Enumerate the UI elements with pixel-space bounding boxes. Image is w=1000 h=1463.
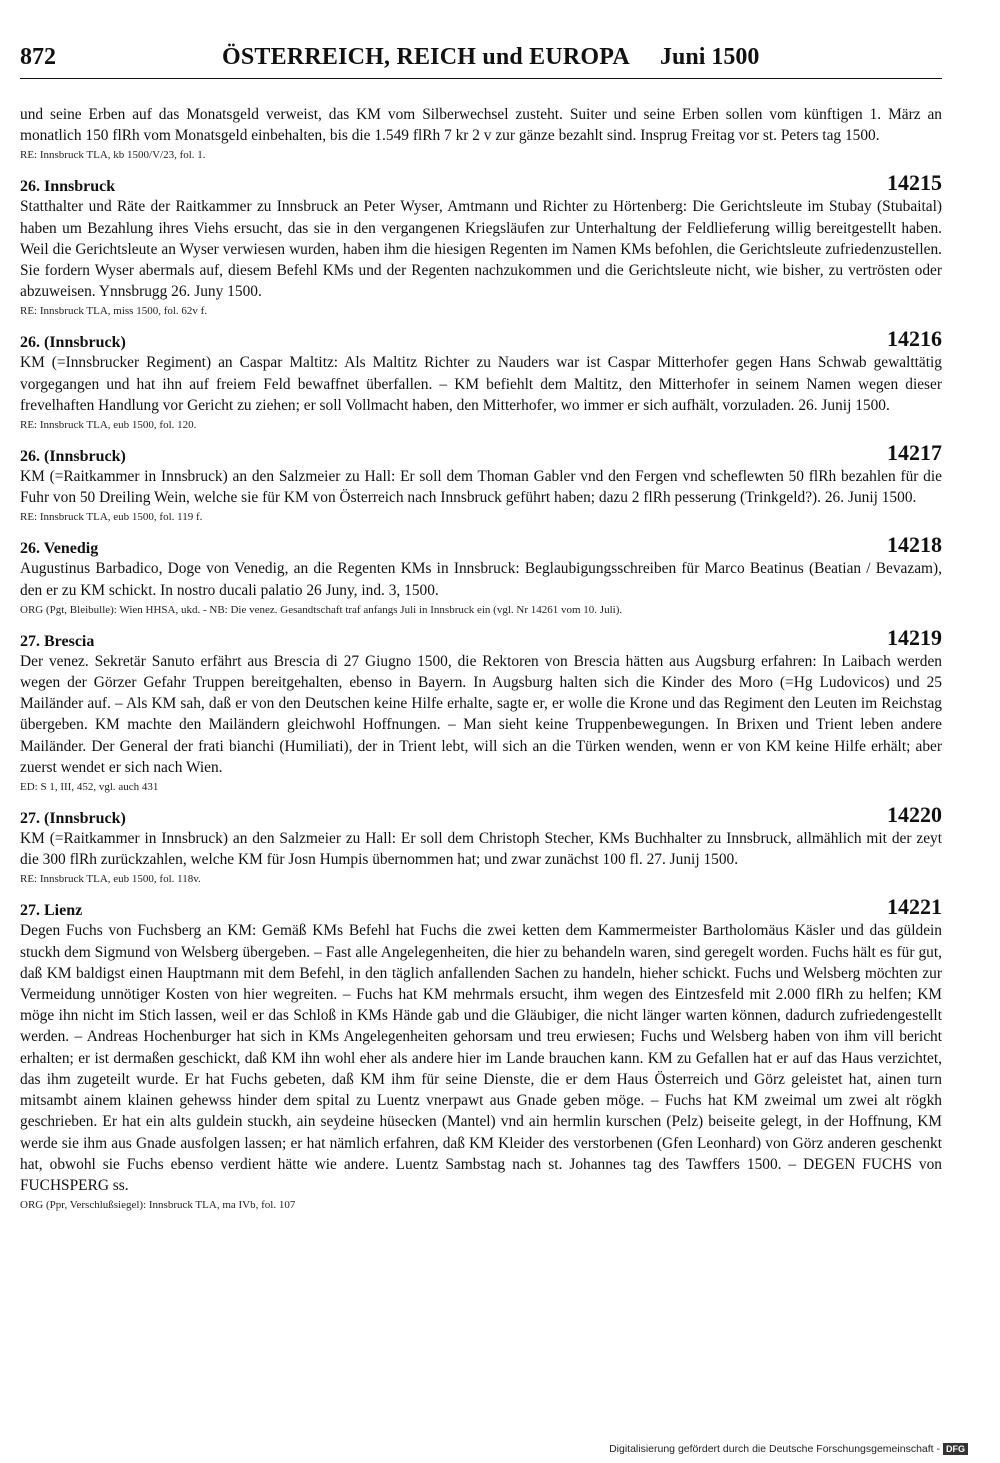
entry-date-place: 27. (Innsbruck) xyxy=(20,810,126,828)
entry-source: ED: S 1, III, 452, vgl. auch 431 xyxy=(20,781,159,794)
intro-source: RE: Innsbruck TLA, kb 1500/V/23, fol. 1. xyxy=(20,149,206,162)
header-rule xyxy=(20,78,942,79)
entry-14215 xyxy=(20,170,942,318)
entry-source: RE: Innsbruck TLA, miss 1500, fol. 62v f. xyxy=(20,305,208,318)
intro-text: und seine Erben auf das Monatsgeld verweist, das KM vom Silberwechsel zusteht. Suiter und seine Erben sollen vom künftigen 1. März an monatlich 150 flRh vom Monatsgeld einbehalten, bis die 1.549 flRh 7 kr 2 v zur gänze bezahlt sind. Insprug Freitag vor st. Peters tag 1500. xyxy=(20,106,942,145)
entry-text: KM (=Innsbrucker Regiment) an Caspar Maltitz: Als Maltitz Richter zu Nauders war ist Caspar Mitterhofer gegen Hans Schwab gewalttätig vorgegangen und hat ihn auf freiem Feld bewaffnet überfallen. – KM befiehlt dem Maltitz, den Mitterhofer in seinem Namen wegen dieser frevelhaften Handlung vor Gericht zu ziehen; er soll Vollmacht haben, den Mitterhofer, wo immer er sich aufhält, vorzuladen. 26. Junij 1500. xyxy=(20,354,942,414)
entry-number: 14215 xyxy=(887,170,942,196)
entry-text: Degen Fuchs von Fuchsberg an KM: Gemäß KMs Befehl hat Fuchs die zwei ketten dem Kammermeister Bartholomäus Käsler und das güldein stuckh dem Sigmund von Welsberg übergeben. – Fast alle Angelegenheiten, die hier zu behandeln waren, sind geregelt worden. Fuchs hält es für gut, daß KM baldigst einen Hauptmann mit dem Befehl, in den täglich anfallenden Sachen zu handeln, hieher schickt. Fuchs und Welsberg möchten zur Vermeidung unnötiger Kosten von hier wegreiten. – Fuchs hat KM mehrmals ersucht, ihm wegen des Eintzesfeld mit 2.000 flRh zu helfen; KM möge ihn nicht im Stich lassen, weil er das Schloß in KMs Hände gab und die Gläubiger, die nicht länger warten können, dadurch zufriedengestellt werden. – Andreas Hochenburger hat sich in KMs Angelegenheiten gehorsam und treu erwiesen; Fuchs und Welsberg haben von ihm vill bericht erhalten; er ist dermaßen geschickt, daß KM ihn wohl eher als andere hier im Lande brauchen kann. KM zu Gefallen hat er auf das Haus verzichtet, das ihm zugeteilt wurde. Er hat Fuchs gebeten, daß KM ihm für seine Dienste, die er dem Haus Österreich und Görz geleistet hat, ainen turn mitsambt ainem klainen gehewss hinder dem spital zu Luentz vnerpawt aus Gnade geben möge. – Fuchs hat KM zweimal um zwei alt rögkh geschrieben. Er hat ein alts guldein stuckh, ain seydeine hüsecken (Mantel) vnd ain hermlin kurschen (Pelz) beiseite gelegt, in der Hoffnung, KM werde sie ihm aus Gnade ausfolgen lassen; er hat nämlich erfahren, daß KM Kleider des verstorbenen (Gfen Leonhard) von Görz anderen geschenkt hat, obwohl sie Fuchs ebenso verdient hätte wie andere. Luentz Sambstag nach st. Johannes tag des Tawffers 1500. – DEGEN FUCHS von FUCHSPERG ss. xyxy=(20,922,942,1194)
entry-14221 xyxy=(20,894,942,1212)
entry-source: RE: Innsbruck TLA, eub 1500, fol. 118v. xyxy=(20,873,201,886)
footer-credit xyxy=(609,1443,968,1455)
entry-number: 14218 xyxy=(887,532,942,558)
running-title: ÖSTERREICH, REICH und EUROPA xyxy=(222,44,630,70)
entry-date-place: 26. (Innsbruck) xyxy=(20,448,126,466)
entry-14216 xyxy=(20,326,942,432)
page-header xyxy=(20,44,942,84)
entry-number: 14216 xyxy=(887,326,942,352)
dfg-logo: DFG xyxy=(943,1443,968,1455)
entry-date-place: 26. Innsbruck xyxy=(20,178,116,196)
entry-number: 14219 xyxy=(887,624,942,650)
intro-block xyxy=(20,104,942,162)
entry-number: 14217 xyxy=(887,440,942,466)
footer-text: Digitalisierung gefördert durch die Deutsche Forschungsgemeinschaft - xyxy=(609,1443,940,1455)
entry-number: 14220 xyxy=(887,802,942,828)
page-content xyxy=(20,104,942,1212)
entry-date-place: 26. Venedig xyxy=(20,540,99,558)
running-date: Juni 1500 xyxy=(660,44,760,70)
entry-source: ORG (Pgt, Bleibulle): Wien HHSA, ukd. - NB: Die venez. Gesandtschaft traf anfangs Juli in Innsbruck ein (vgl. Nr 14261 vom 10. Juli). xyxy=(20,603,623,616)
entry-text: KM (=Raitkammer in Innsbruck) an den Salzmeier zu Hall: Er soll dem Christoph Stecher, KMs Buchhalter zu Innsbruck, allmählich mit der zeyt die 300 flRh zurückzahlen, welche KM für Josn Humpis übernommen hat; und zwar zunächst 100 fl. 27. Junij 1500. xyxy=(20,830,942,869)
entry-number: 14221 xyxy=(887,894,942,920)
entry-date-place: 26. (Innsbruck) xyxy=(20,334,126,352)
entry-14220 xyxy=(20,802,942,886)
entry-date-place: 27. Brescia xyxy=(20,632,95,650)
entry-14219 xyxy=(20,624,942,794)
entry-source: ORG (Ppr, Verschlußsiegel): Innsbruck TLA, ma IVb, fol. 107 xyxy=(20,1199,296,1212)
entry-text: Der venez. Sekretär Sanuto erfährt aus Brescia di 27 Giugno 1500, die Rektoren von Brescia hätten aus Augsburg erfahren: In Laibach werden wegen der Görzer Gefahr Truppen bereitgehalten, ebenso in Bayern. In Augsburg halten sich die Kinder des Moro (=Hg Ludovicos) und 25 Mailänder auf. – Als KM sah, daß er von den Deutschen keine Hilfe erhalte, sagte er, er wolle die Krone und das Regiment den Leuten im Reichstag übergeben. KM machte den Mailändern gleichwohl Hoffnungen. – Man sieht keine Truppenbewegungen. In Brixen und Trient leben andere Mailänder. Der General der frati bianchi (Humiliati), der in Trient lebt, will sich an die Türken wenden, wenn er von KM keine Hilfe erhält; aber zuerst wendet er sich nach Wien. xyxy=(20,652,942,776)
entry-source: RE: Innsbruck TLA, eub 1500, fol. 120. xyxy=(20,419,197,432)
entry-date-place: 27. Lienz xyxy=(20,902,83,920)
page-number: 872 xyxy=(20,44,56,70)
entry-14217 xyxy=(20,440,942,524)
entry-text: KM (=Raitkammer in Innsbruck) an den Salzmeier zu Hall: Er soll dem Thoman Gabler vnd den Fergen vnd scheflewten 50 flRh bezahlen für die Fuhr von 50 Dreiling Wein, welche sie für KM von Österreich nach Innsbruck geführt haben; dazu 2 flRh pesserung (Trinkgeld?). 26. Junij 1500. xyxy=(20,468,942,507)
entry-14218 xyxy=(20,532,942,616)
entry-source: RE: Innsbruck TLA, eub 1500, fol. 119 f. xyxy=(20,511,203,524)
entry-text: Augustinus Barbadico, Doge von Venedig, an die Regenten KMs in Innsbruck: Beglaubigungsschreiben für Marco Beatinus (Beatian / Bevazam), den er zu KM schickt. In nostro ducali palatio 26 Juny, ind. 3, 1500. xyxy=(20,560,942,599)
entry-text: Statthalter und Räte der Raitkammer zu Innsbruck an Peter Wyser, Amtmann und Richter zu Hörtenberg: Die Gerichtsleute im Stubay (Stubaital) haben um Bezahlung ihres Viehs ersucht, das sie in den vergangenen Kriegsläufen zur Unterhaltung der Feldlieferung willig bereitgestellt haben. Weil die Gerichtsleute an Wyser verwiesen wurden, haben ihm die hiesigen Regenten im Namen KMs befohlen, die Gerichtsleute zufriedenzustellen. Sie fordern Wyser abermals auf, diesem Befehl KMs und der Regenten nachzukommen und die Gerichtsleute nicht, wie bisher, zu vertrösten oder abzuweisen. Ynnsbrugg 26. Juny 1500. xyxy=(20,198,942,301)
